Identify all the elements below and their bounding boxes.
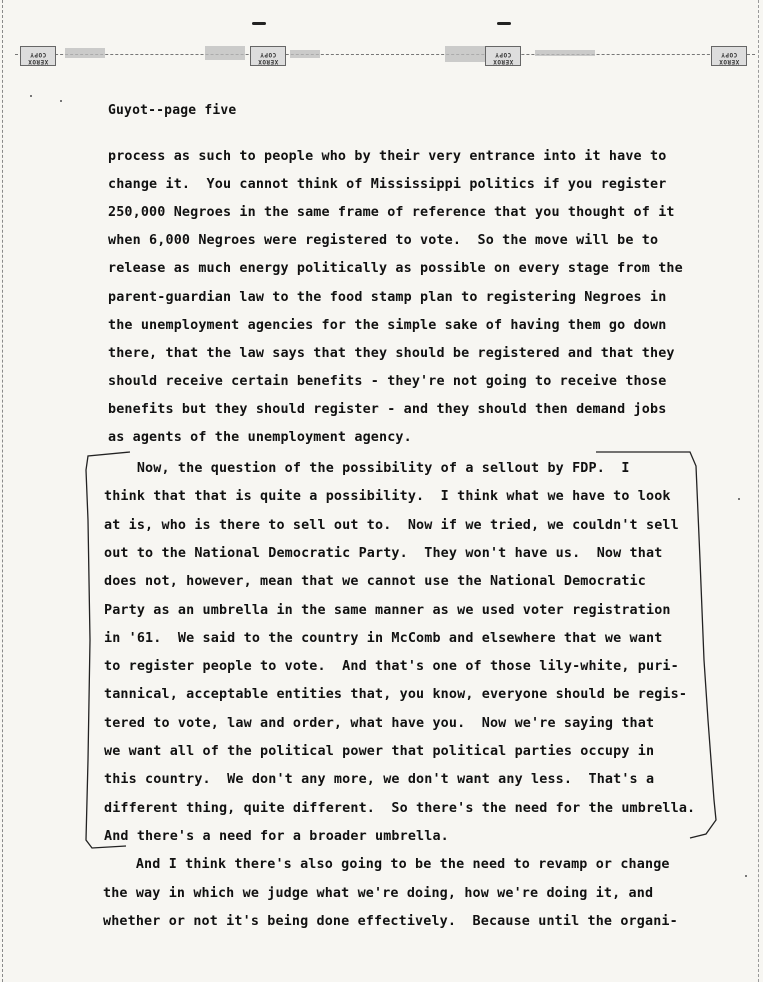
text-line: And there's a need for a broader umbrella. bbox=[104, 828, 449, 844]
text-line: And I think there's also going to be the need to revamp or change bbox=[103, 857, 670, 872]
text-line: 250,000 Negroes in the same frame of reference that you thought of it bbox=[108, 205, 675, 221]
text-line: should receive certain benefits - they're not going to receive those bbox=[108, 373, 667, 389]
text-line: Party as an umbrella in the same manner as we used voter registration bbox=[104, 602, 671, 618]
text-line: different thing, quite different. So there's the need for the umbrella. bbox=[104, 800, 696, 816]
text-line: does not, however, mean that we cannot use the National Democratic bbox=[104, 574, 646, 590]
text-line: the way in which we judge what we're doing, how we're doing it, and bbox=[103, 885, 654, 901]
text-line: parent-guardian law to the food stamp plan to registering Negroes in bbox=[108, 289, 667, 305]
text-line: this country. We don't any more, we don't want any less. That's a bbox=[104, 772, 655, 788]
text-line: to register people to vote. And that's one of those lily-white, puri- bbox=[104, 659, 679, 675]
text-line: when 6,000 Negroes were registered to vote. So the move will be to bbox=[108, 233, 659, 249]
xerox-copy-stamp: XEROX COPY bbox=[20, 46, 56, 66]
text-line: tannical, acceptable entities that, you know, everyone should be regis- bbox=[104, 687, 688, 703]
text-line: tered to vote, law and order, what have you. Now we're saying that bbox=[104, 715, 655, 731]
xerox-copy-stamp: XEROX COPY bbox=[485, 46, 521, 66]
text-line: release as much energy politically as possible on every stage from the bbox=[108, 261, 683, 277]
text-line: out to the National Democratic Party. They won't have us. Now that bbox=[104, 545, 663, 561]
text-line: we want all of the political power that political parties occupy in bbox=[104, 744, 655, 759]
text-line: change it. You cannot think of Mississippi politics if you register bbox=[108, 177, 667, 193]
text-line: as agents of the unemployment agency. bbox=[108, 430, 412, 445]
text-line: in '61. We said to the country in McComb and elsewhere that we want bbox=[104, 630, 663, 646]
page-header: Guyot--page five bbox=[108, 103, 237, 118]
text-line: whether or not it's being done effectively. Because until the organi- bbox=[103, 914, 678, 929]
text-line: think that that is quite a possibility. I think what we have to look bbox=[104, 489, 671, 505]
text-line: Now, the question of the possibility of a sellout by FDP. I bbox=[104, 461, 630, 476]
text-line: at is, who is there to sell out to. Now if we tried, we couldn't sell bbox=[104, 517, 679, 533]
text-line: benefits but they should register - and they should then demand jobs bbox=[108, 401, 667, 417]
text-line: there, that the law says that they should be registered and that they bbox=[108, 345, 675, 361]
xerox-copy-stamp: XEROX COPY bbox=[250, 46, 286, 66]
text-line: the unemployment agencies for the simple sake of having them go down bbox=[108, 317, 667, 333]
text-line: process as such to people who by their very entrance into it have to bbox=[108, 149, 667, 164]
xerox-copy-stamp: XEROX COPY bbox=[711, 46, 747, 66]
